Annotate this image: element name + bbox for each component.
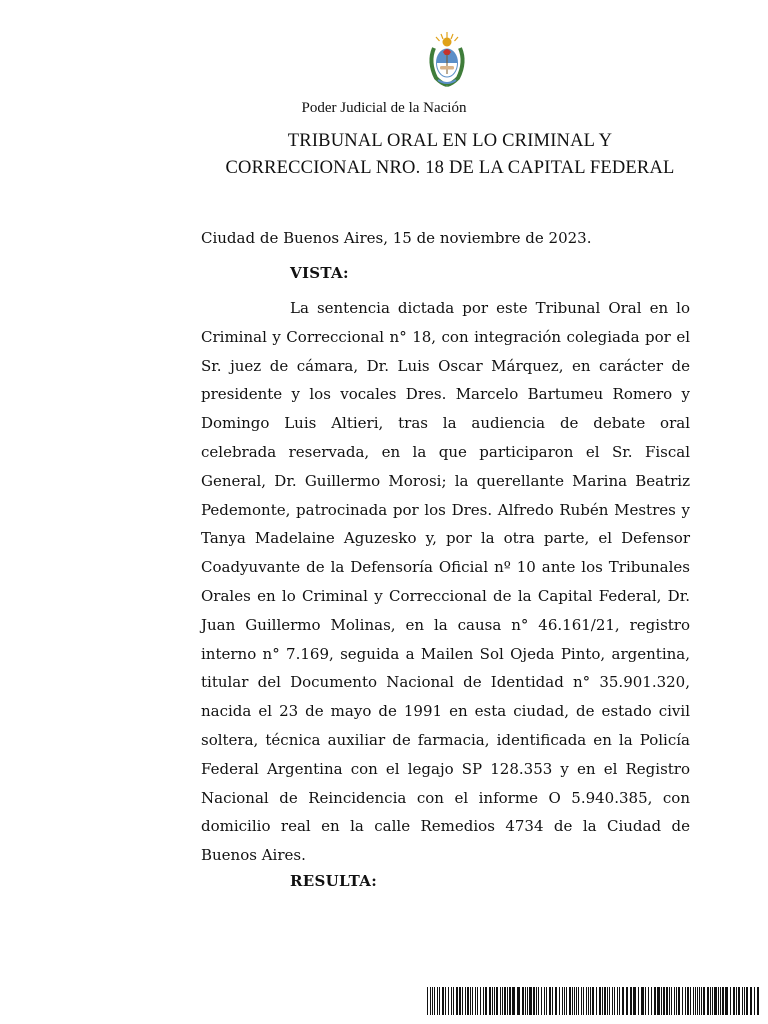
- paragraph-line: Juan Guillermo Molinas, en la causa n° 46.161/21, registro: [201, 615, 690, 634]
- court-title-line-2: CORRECCIONAL NRO. 18 DE LA CAPITAL FEDERAL: [225, 158, 675, 178]
- paragraph-line: Tanya Madelaine Aguzesko y, por la otra parte, el Defensor: [201, 529, 690, 548]
- court-title-line-1: TRIBUNAL ORAL EN LO CRIMINAL Y: [287, 131, 613, 151]
- paragraph-line: domicilio real en la calle Remedios 4734 de la Ciudad de: [201, 817, 690, 836]
- paragraph-line: presidente y los vocales Dres. Marcelo Bartumeu Romero y: [201, 385, 690, 404]
- dateline: Ciudad de Buenos Aires, 15 de noviembre de 2023.: [201, 229, 592, 247]
- paragraph-line: Federal Argentina con el legajo SP 128.353 y en el Registro: [201, 759, 690, 778]
- paragraph-line: Pedemonte, patrocinada por los Dres. Alfredo Rubén Mestres y: [201, 500, 690, 519]
- paragraph-line: soltera, técnica auxiliar de farmacia, identificada en la Policía: [201, 730, 690, 749]
- paragraph-line: celebrada reservada, en la que participaron el Sr. Fiscal: [201, 442, 690, 461]
- paragraph-line: Sr. juez de cámara, Dr. Luis Oscar Márquez, en carácter de: [201, 356, 690, 375]
- resulta-heading: RESULTA:: [290, 872, 378, 890]
- vista-paragraph: [201, 294, 690, 870]
- paragraph-line: nacida el 23 de mayo de 1991 en esta ciudad, de estado civil: [201, 702, 690, 721]
- paragraph-line: Nacional de Reincidencia con el informe O 5.940.385, con: [201, 788, 690, 807]
- paragraph-line: Buenos Aires.: [201, 846, 306, 865]
- paragraph-line: Domingo Luis Altieri, tras la audiencia de debate oral: [201, 414, 690, 433]
- court-title: [190, 128, 710, 182]
- paragraph-line: La sentencia dictada por este Tribunal Oral en lo: [290, 299, 690, 317]
- paragraph-line: interno n° 7.169, seguida a Mailen Sol Ojeda Pinto, argentina,: [201, 644, 690, 663]
- paragraph-line: General, Dr. Guillermo Morosi; la querellante Marina Beatriz: [201, 471, 690, 490]
- barcode-icon: [427, 987, 761, 1015]
- paragraph-line: Coadyuvante de la Defensoría Oficial nº 10 ante los Tribunales: [201, 558, 690, 577]
- paragraph-line: Orales en lo Criminal y Correccional de la Capital Federal, Dr.: [201, 586, 690, 605]
- vista-heading: VISTA:: [290, 264, 349, 282]
- paragraph-line: Criminal y Correccional n° 18, con integración colegiada por el: [201, 327, 690, 346]
- paragraph-line: titular del Documento Nacional de Identidad n° 35.901.320,: [201, 673, 690, 692]
- institution-name: Poder Judicial de la Nación: [301, 100, 467, 116]
- coat-of-arms-icon: [424, 30, 470, 88]
